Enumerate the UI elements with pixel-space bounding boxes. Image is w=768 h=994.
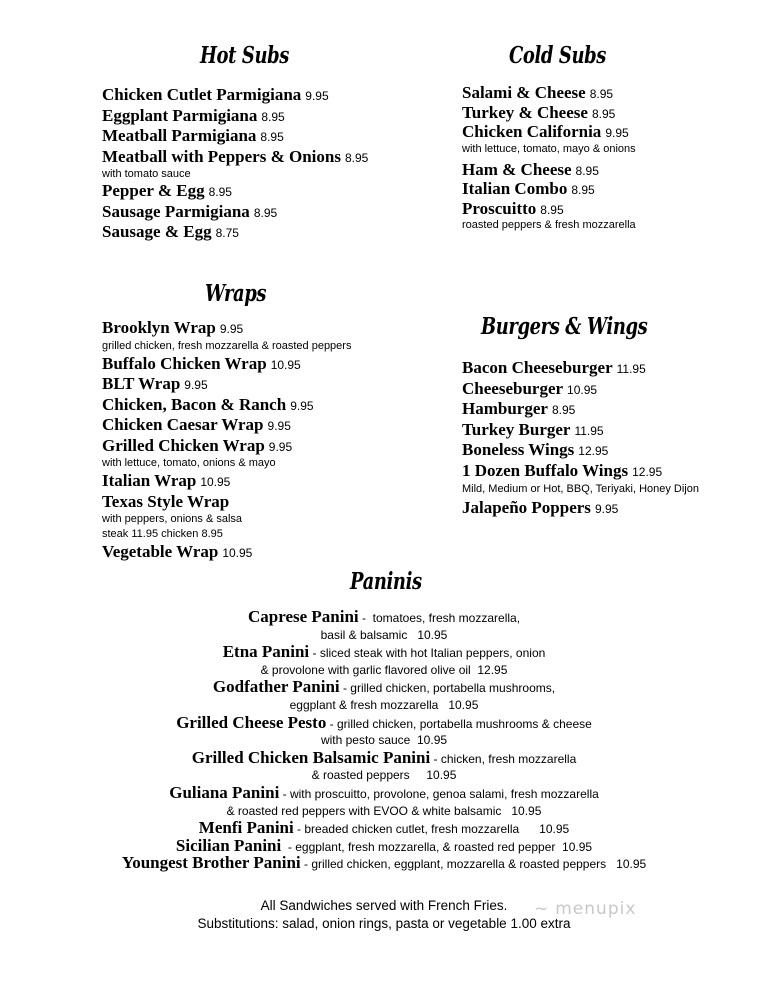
menu-item — [462, 161, 636, 181]
footer-line-1: All Sandwiches served with French Fries. — [260, 898, 508, 913]
menu-item — [102, 355, 351, 376]
menu-item — [462, 200, 636, 220]
paninis-heading: Paninis — [350, 568, 422, 595]
menu-item — [102, 86, 368, 107]
item-name: Meatball Parmigiana — [102, 126, 257, 145]
menu-item — [102, 375, 351, 396]
watermark-text: menupix — [555, 899, 637, 919]
item-price: 8.95 — [591, 106, 616, 121]
panini-description: & provolone with garlic flavored olive oil 12.95 — [260, 662, 508, 677]
item-description-line — [102, 457, 351, 472]
menu-item — [102, 493, 351, 514]
item-name: Ham & Cheese — [462, 159, 572, 179]
item-name: Italian Wrap — [102, 471, 197, 490]
item-price: 8.95 — [571, 183, 595, 197]
item-description-line — [462, 483, 699, 499]
panini-description: basil & balsamic 10.95 — [320, 627, 448, 642]
item-name: Chicken California — [462, 122, 602, 141]
panini-description: & roasted red peppers with EVOO & white balsamic 10.95 — [226, 803, 542, 818]
item-name: Proscuitto — [462, 198, 537, 218]
item-name: Chicken Caesar Wrap — [102, 415, 264, 434]
panini-name: Etna Panini — [222, 642, 310, 662]
panini-description: - eggplant, fresh mozzarella, & roasted red pepper 10.95 — [281, 839, 593, 854]
menu-item — [102, 543, 351, 564]
menu-item — [462, 123, 636, 143]
panini-description: with pesto sauce 10.95 — [320, 733, 448, 748]
item-name: Turkey Burger — [462, 419, 571, 439]
panini-description: - sliced steak with hot Italian peppers, onion — [309, 646, 546, 661]
menu-item — [102, 472, 351, 493]
menu-item — [462, 400, 699, 421]
panini-line — [0, 643, 768, 661]
panini-line — [0, 837, 768, 855]
item-description: roasted peppers & fresh mozzarella — [462, 219, 636, 231]
hot-subs-list — [102, 86, 368, 244]
panini-name: Sicilian Panini — [175, 835, 282, 855]
panini-line — [0, 678, 768, 696]
item-name: Cheeseburger — [462, 378, 564, 398]
footer-line-2: Substitutions: salad, onion rings, pasta or vegetable 1.00 extra — [197, 916, 571, 931]
cold-subs-heading: Cold Subs — [509, 42, 606, 69]
panini-description: - grilled chicken, eggplant, mozzarella & roasted peppers 10.95 — [300, 857, 647, 872]
item-name: Boneless Wings — [462, 440, 575, 460]
panini-line — [0, 819, 768, 837]
menu-item — [462, 84, 636, 104]
panini-name: Grilled Chicken Balsamic Panini — [191, 747, 431, 767]
panini-line — [0, 784, 768, 802]
wraps-list — [102, 319, 351, 564]
item-name: BLT Wrap — [102, 374, 181, 393]
panini-line — [0, 802, 768, 820]
item-name: Chicken Cutlet Parmigiana — [102, 85, 302, 104]
item-description-line — [102, 513, 351, 528]
menu-item — [102, 223, 368, 244]
panini-line — [0, 766, 768, 784]
panini-line — [0, 626, 768, 644]
footer — [0, 897, 768, 933]
watermark — [534, 899, 636, 919]
item-price: 11.95 — [616, 362, 646, 376]
item-description: with lettuce, tomato, mayo & onions — [462, 142, 636, 155]
item-name: Grilled Chicken Wrap — [102, 435, 265, 455]
menu-item — [102, 319, 351, 340]
item-price: 8.95 — [261, 109, 285, 124]
item-description-line — [462, 143, 636, 161]
item-price: 8.95 — [253, 205, 278, 220]
item-name: Buffalo Chicken Wrap — [102, 353, 267, 373]
panini-name: Godfather Panini — [212, 677, 340, 697]
item-price: 9.95 — [184, 378, 208, 392]
panini-line — [0, 608, 768, 626]
menu-item — [462, 499, 699, 520]
panini-description: & roasted peppers 10.95 — [311, 768, 457, 783]
item-price: 9.95 — [219, 322, 244, 336]
item-price: 8.95 — [540, 202, 564, 217]
item-price: 12.95 — [578, 444, 609, 459]
panini-name: Guliana Panini — [169, 782, 280, 802]
menu-item — [462, 180, 636, 200]
menu-item — [102, 203, 368, 224]
paninis-list — [0, 608, 768, 872]
panini-line — [0, 854, 768, 872]
panini-description: - grilled chicken, portabella mushrooms & cheese — [326, 716, 592, 731]
menu-item — [462, 380, 699, 401]
menu-item — [462, 462, 699, 483]
menu-item — [102, 182, 368, 203]
item-price: 10.95 — [567, 382, 598, 397]
panini-description: - grilled chicken, portabella mushrooms, — [339, 681, 556, 696]
panini-description: - with proscuitto, provolone, genoa salami, fresh mozzarella — [279, 786, 599, 801]
item-description: Mild, Medium or Hot, BBQ, Teriyaki, Honey Dijon — [462, 482, 699, 495]
item-price: 9.95 — [305, 89, 329, 103]
item-name: Bacon Cheeseburger — [462, 358, 613, 377]
item-price: 10.95 — [222, 546, 253, 560]
item-price: 12.95 — [632, 464, 663, 479]
item-name: Jalapeño Poppers — [462, 497, 591, 517]
panini-line — [0, 661, 768, 679]
menu-item — [462, 359, 699, 380]
item-price: 8.95 — [208, 185, 232, 199]
panini-name: Caprese Panini — [247, 607, 359, 626]
item-name: Eggplant Parmigiana — [102, 105, 258, 125]
item-price: 10.95 — [200, 475, 231, 489]
burgers-wings-heading: Burgers & Wings — [481, 313, 648, 340]
panini-description: - chicken, fresh mozzarella — [430, 751, 577, 766]
item-name: Chicken, Bacon & Ranch — [102, 394, 287, 414]
item-name: Italian Combo — [462, 179, 568, 198]
item-description-line — [102, 528, 351, 543]
item-price: 8.95 — [260, 130, 284, 144]
panini-description: - tomatoes, fresh mozzarella, — [358, 611, 521, 625]
item-name: Brooklyn Wrap — [102, 318, 216, 337]
item-price: 9.95 — [290, 398, 314, 413]
item-name: 1 Dozen Buffalo Wings — [462, 460, 629, 480]
menu-item — [102, 107, 368, 128]
item-price: 11.95 — [574, 423, 604, 438]
item-name: Salami & Cheese — [462, 83, 586, 102]
item-name: Texas Style Wrap — [102, 491, 230, 511]
item-name: Hamburger — [462, 399, 548, 419]
menu-item — [102, 396, 351, 417]
item-price: 8.95 — [551, 403, 576, 418]
item-price: 9.95 — [267, 419, 291, 433]
menu-item — [102, 416, 351, 437]
watermark-logo-icon: ~ — [534, 899, 550, 919]
burgers-wings-list — [462, 359, 699, 519]
item-name: Pepper & Egg — [102, 181, 205, 200]
item-name: Turkey & Cheese — [462, 102, 588, 122]
panini-line — [0, 731, 768, 749]
item-description: steak 11.95 chicken 8.95 — [102, 528, 223, 540]
menu-item — [462, 441, 699, 462]
item-description-line — [102, 340, 351, 355]
panini-line — [0, 696, 768, 714]
item-name: Sausage Parmigiana — [102, 201, 250, 221]
item-description-line — [102, 168, 368, 182]
cold-subs-list — [462, 84, 636, 237]
hot-subs-heading: Hot Subs — [200, 42, 289, 69]
menu-item — [102, 127, 368, 148]
menu-item — [102, 437, 351, 458]
item-description: grilled chicken, fresh mozzarella & roasted peppers — [102, 339, 352, 352]
item-price: 9.95 — [605, 126, 629, 140]
item-price: 9.95 — [594, 501, 619, 516]
item-price: 8.95 — [344, 150, 369, 165]
panini-name: Youngest Brother Panini — [121, 853, 301, 873]
item-description: with tomato sauce — [102, 168, 191, 180]
item-price: 9.95 — [268, 439, 293, 454]
panini-description: - breaded chicken cutlet, fresh mozzarella 10.95 — [293, 822, 570, 837]
menu-item — [102, 148, 368, 169]
item-name: Meatball with Peppers & Onions — [102, 146, 341, 166]
panini-name: Grilled Cheese Pesto — [176, 712, 327, 732]
panini-line — [0, 749, 768, 767]
item-price: 10.95 — [270, 357, 301, 372]
panini-name: Menfi Panini — [198, 818, 294, 838]
panini-description: eggplant & fresh mozzarella 10.95 — [289, 697, 479, 712]
panini-line — [0, 714, 768, 732]
item-name: Vegetable Wrap — [102, 542, 219, 561]
wraps-heading: Wraps — [205, 280, 267, 307]
item-price: 8.95 — [575, 163, 599, 178]
item-description: with lettuce, tomato, onions & mayo — [102, 457, 276, 469]
item-description-line — [462, 219, 636, 237]
item-description: with peppers, onions & salsa — [102, 513, 243, 525]
item-price: 8.75 — [215, 226, 239, 240]
item-price: 8.95 — [589, 87, 614, 101]
menu-item — [462, 104, 636, 124]
menu-item — [462, 421, 699, 442]
item-name: Sausage & Egg — [102, 222, 212, 241]
